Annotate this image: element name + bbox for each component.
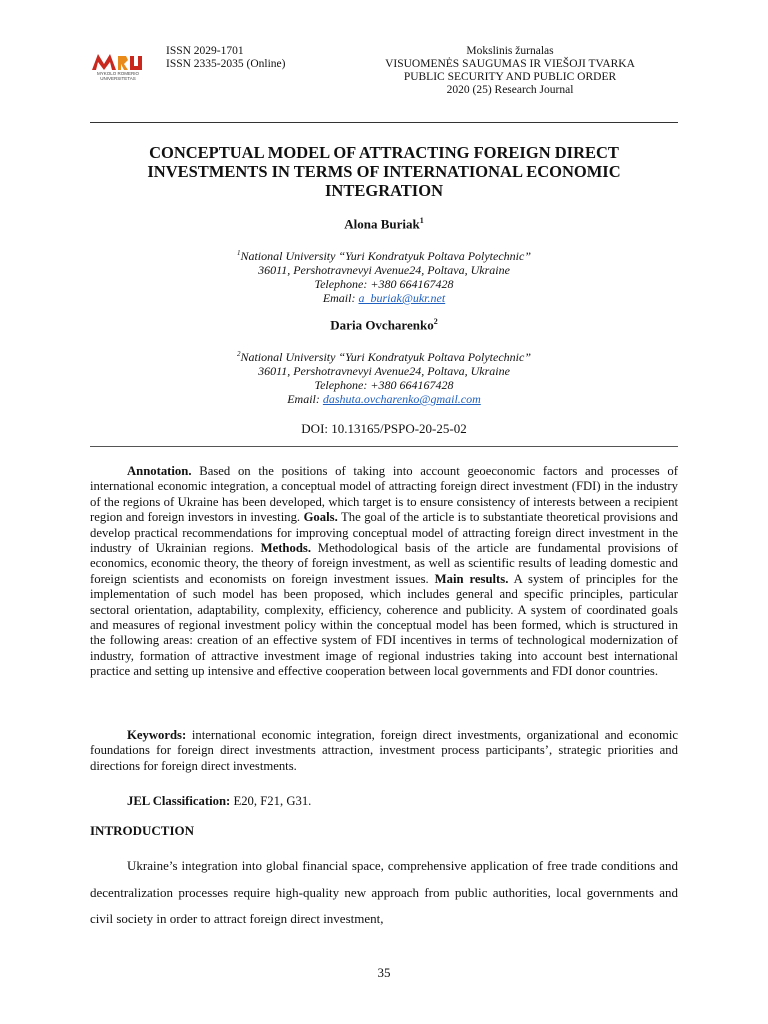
annotation-label: Annotation. [127, 464, 192, 478]
author-1-email-link[interactable]: a_buriak@ukr.net [358, 291, 446, 305]
results-label: Main results. [434, 571, 509, 586]
author-1-name: Alona Buriak$^1$ [344, 216, 424, 232]
logo-caption: MYKOLO ROMERIO UNIVERSITETAS [96, 71, 139, 81]
author-2-telephone: Telephone: +380 664167428 [314, 378, 454, 392]
header-divider [90, 122, 678, 123]
author-2-email-link[interactable]: dashuta.ovcharenko@gmail.com [322, 392, 481, 406]
introduction-paragraph: Ukraine’s integration into global financial space, comprehensive application of free trade conditions and decentralization processes require high-quality new approach from public authorities, local governments and civil society in order to attract foreign direct investment, [90, 858, 678, 927]
author-1-address: 36011, Pershotravnevyi Avenue24, Poltava, Ukraine [258, 263, 510, 277]
abstract-divider [90, 446, 678, 447]
author-2-address: 36011, Pershotravnevyi Avenue24, Poltava, Ukraine [258, 364, 510, 378]
methods-label: Methods. [260, 541, 311, 556]
author-1-telephone: Telephone: +380 664167428 [314, 277, 454, 291]
article-title: CONCEPTUAL MODEL OF ATTRACTING FOREIGN DIRECT INVESTMENTS IN TERMS OF INTERNATIONAL ECONOMIC INTEGRATION [147, 143, 621, 200]
jel-label: JEL Classification: [127, 794, 231, 808]
author-2-affiliation: $^2$National University “Yuri Kondratyuk Poltava Polytechnic” 36011, Pershotravnevyi Avenue24, Poltava, Ukraine Telephone: +380 664167428 Email: dashuta.ovcharenko@gmail.com [100, 347, 668, 406]
goals-label: Goals. [303, 510, 338, 525]
author-2-name: Daria Ovcharenko$^2$ [330, 317, 438, 333]
keywords-paragraph: Keywords: international economic integration, foreign direct investments, organizational and economic foundations for foreign direct investments attraction, investment process participants’, strategic priorities and directions for foreign direct investments. [90, 728, 678, 773]
issn-print: ISSN 2029-1701 [166, 45, 244, 57]
author-1-affiliation: $^1$National University “Yuri Kondratyuk Poltava Polytechnic” 36011, Pershotravnevyi Avenue24, Poltava, Ukraine Telephone: +380 664167428 Email: a_buriak@ukr.net [100, 246, 668, 305]
journal-line-4: 2020 (25) Research Journal [446, 84, 574, 96]
introduction-heading: INTRODUCTION [90, 823, 195, 838]
doi: DOI: 10.13165/PSPO-20-25-02 [301, 421, 467, 436]
journal-header [360, 45, 660, 97]
university-logo [90, 46, 146, 86]
journal-line-2: VISUOMENĖS SAUGUMAS IR VIEŠOJI TVARKA [385, 58, 635, 70]
journal-line-1: Mokslinis žurnalas [466, 45, 554, 57]
jel-paragraph: JEL Classification: E20, F21, G31. [127, 794, 312, 808]
issn-block [166, 45, 285, 71]
issn-online: ISSN 2335-2035 (Online) [166, 58, 286, 70]
page-number: 35 [377, 965, 391, 980]
journal-line-3: PUBLIC SECURITY AND PUBLIC ORDER [403, 71, 617, 83]
annotation-paragraph: Annotation. Based on the positions of taking into account geoeconomic factors and processes of international economic integration, a conceptual model of attracting foreign direct investment (FDI) in the industry of the regions of Ukraine has been developed, which target is to ensure consistency of interests between a recipient region and foreign investors in investing. Goals. The goal of the article is to substantiate theoretical provisions and develop practical recommendations for improving conceptual model of attracting foreign direct investment in the industry of Ukrainian regions. Methods. Methodological basis of the article are fundamental provisions of economics, economic theory, the theory of foreign investment, as well as scientific results of leading domestic and foreign scientists and economists on foreign investment issues. Main results. A system of principles for the implementation of such model has been proposed, which includes general and specific principles, particular sectoral orientation, adaptability, complexity, efficiency, coherence and publicity. A system of coordinated goals and measures of regional investment policy within the conceptual model has been formed, which is structured in the following areas: creation of an effective system of FDI incentives in terms of technological modernization of industry, formation of attractive investment image of regional industries taking into account best international practice and setting up intensive and effective cooperation between local governments and FDI donor countries. [90, 464, 678, 679]
keywords-label: Keywords: [127, 728, 187, 742]
